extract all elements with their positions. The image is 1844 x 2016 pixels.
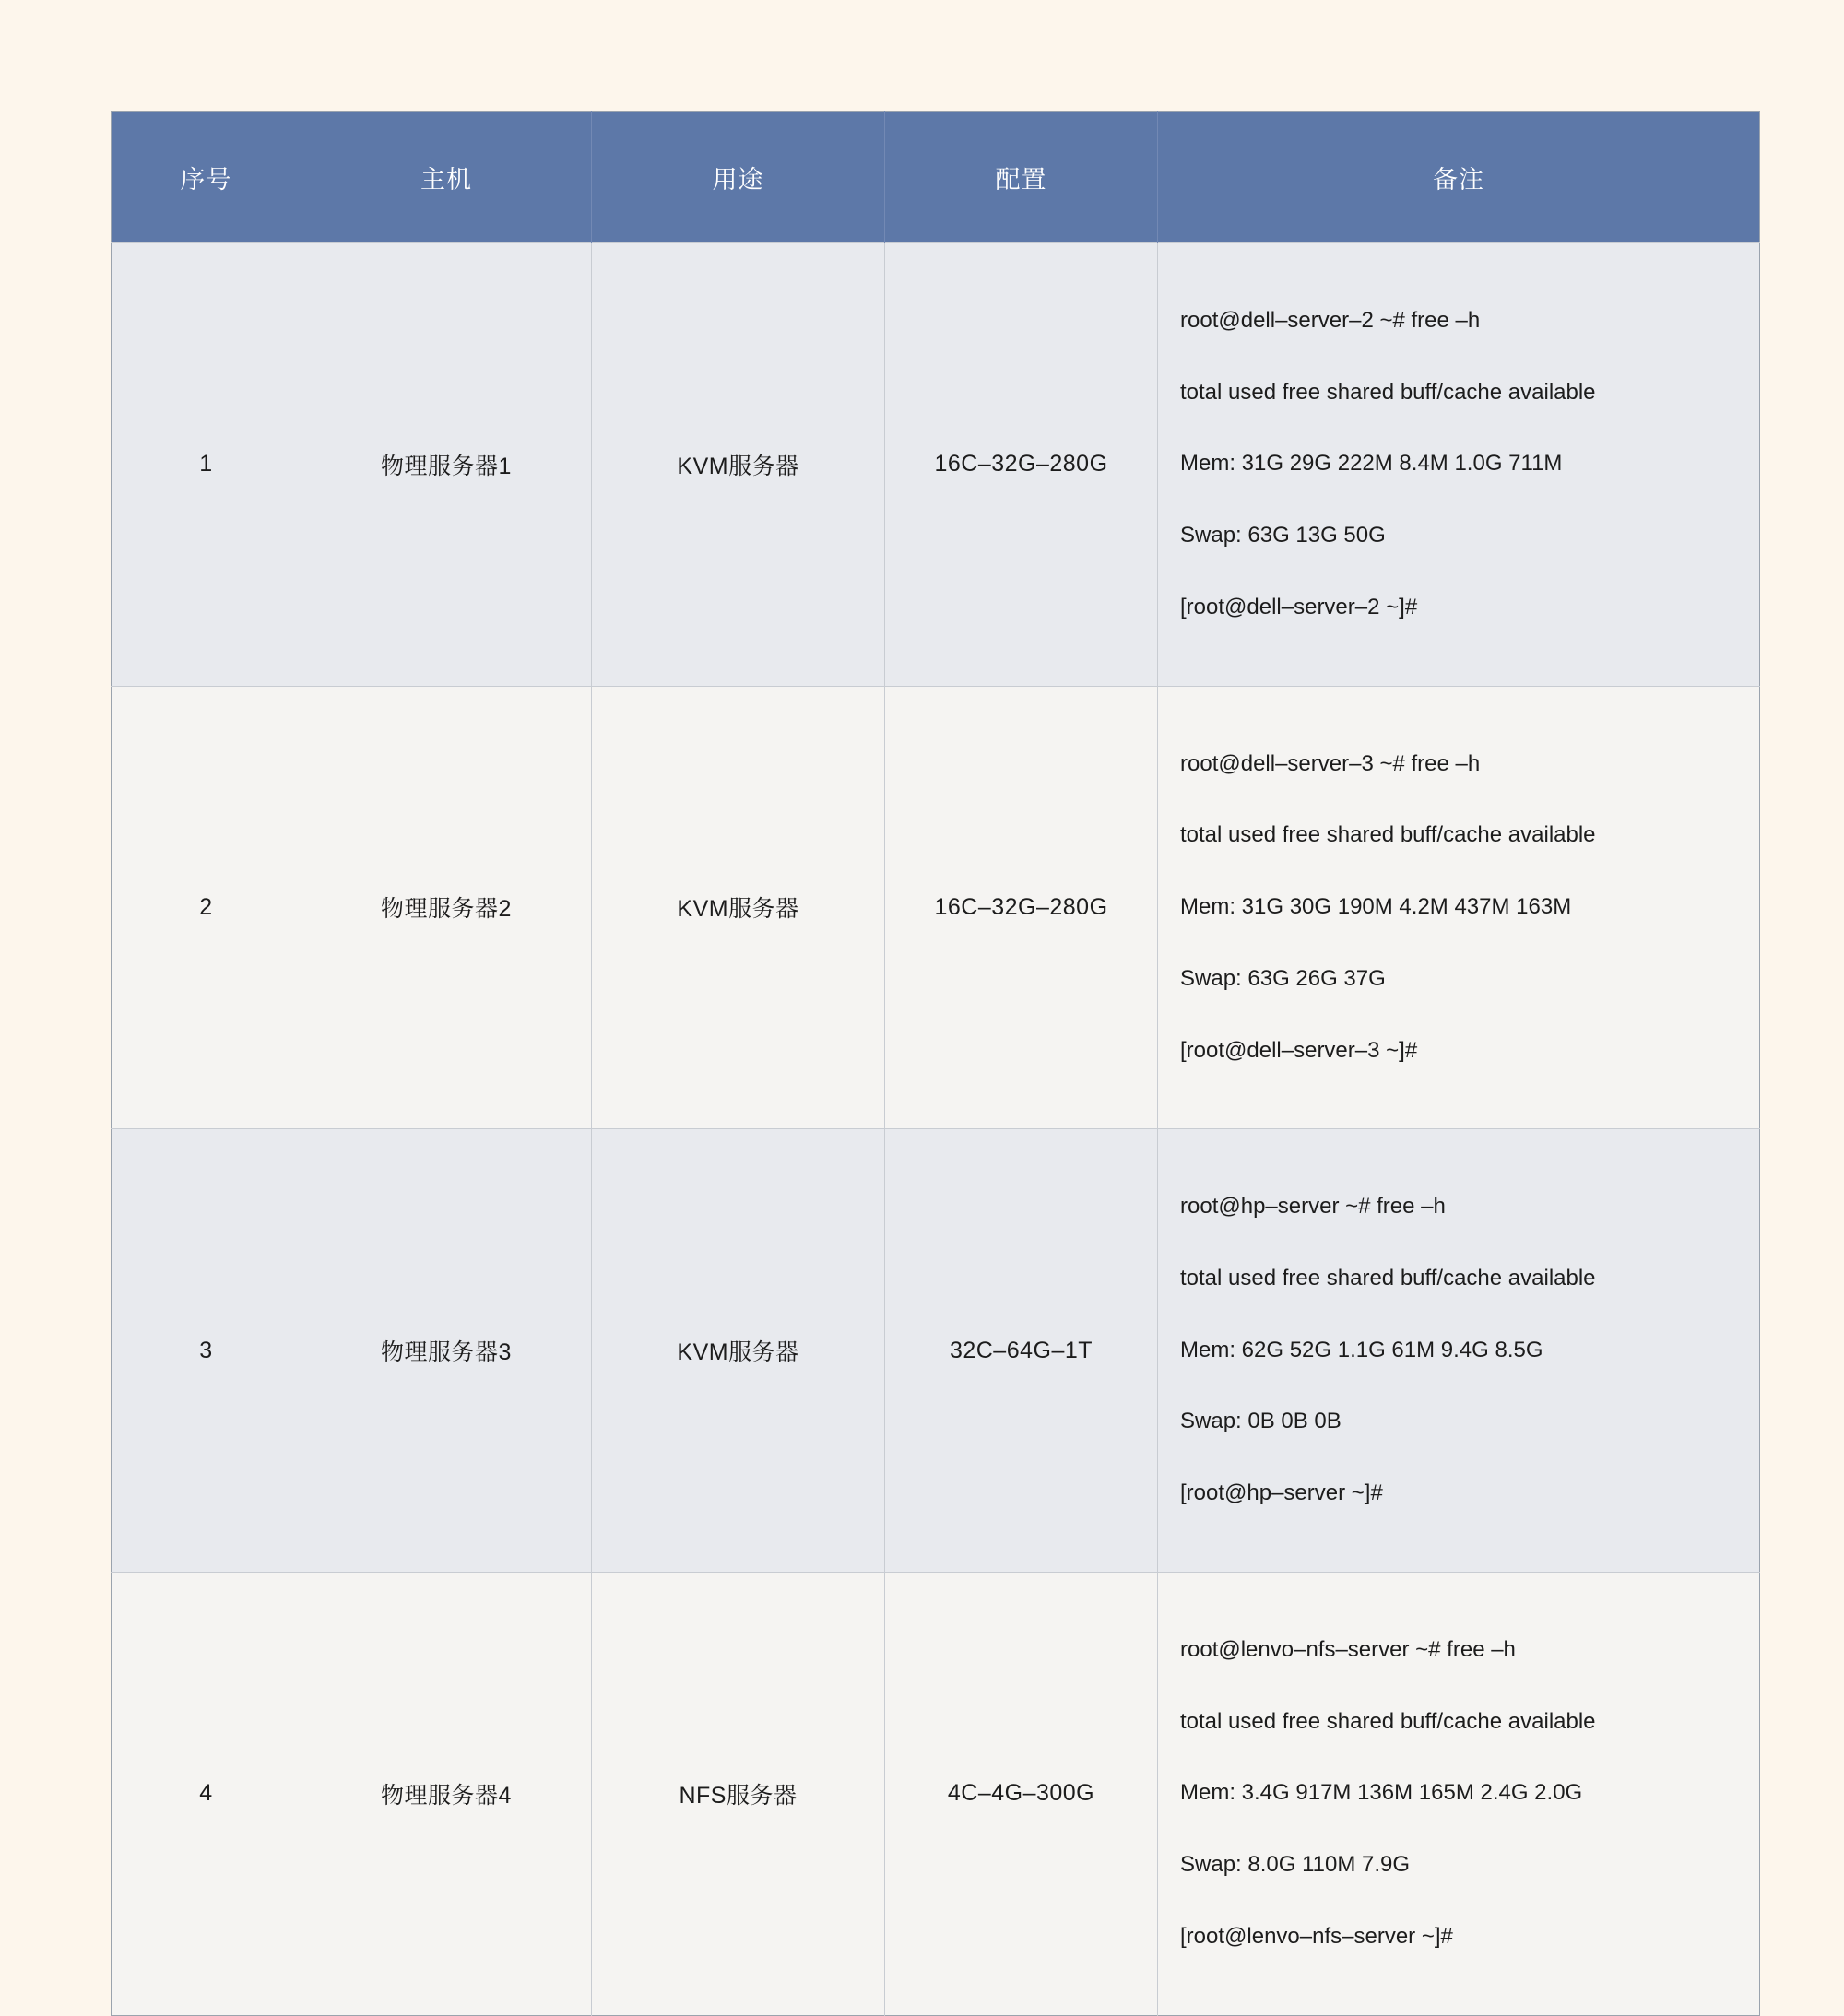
cell-host: 物理服务器4	[301, 1572, 592, 2015]
note-line: total used free shared buff/cache available	[1180, 379, 1596, 405]
server-spec-table	[111, 111, 1760, 2016]
note-line: Swap: 0B 0B 0B	[1180, 1409, 1342, 1434]
column-header-note: 备注	[1158, 112, 1760, 243]
note-line: total used free shared buff/cache available	[1180, 822, 1596, 848]
cell-index: 1	[112, 243, 301, 687]
note-line: Swap: 63G 26G 37G	[1180, 965, 1386, 991]
note-line: total used free shared buff/cache available	[1180, 1708, 1596, 1734]
table-row	[112, 686, 1760, 1129]
cell-note	[1158, 1572, 1760, 2015]
note-line: Mem: 62G 52G 1.1G 61M 9.4G 8.5G	[1180, 1337, 1543, 1362]
cell-usage: KVM服务器	[592, 243, 885, 687]
note-line: [root@lenvo–nfs–server ~]#	[1180, 1923, 1453, 1949]
note-line: root@dell–server–2 ~# free –h	[1180, 307, 1481, 333]
cell-host: 物理服务器2	[301, 686, 592, 1129]
cell-config: 16C–32G–280G	[885, 686, 1158, 1129]
note-line: total used free shared buff/cache available	[1180, 1265, 1596, 1291]
table-row	[112, 1129, 1760, 1573]
note-line: [root@dell–server–3 ~]#	[1180, 1037, 1418, 1063]
note-line: [root@dell–server–2 ~]#	[1180, 594, 1418, 619]
cell-config: 4C–4G–300G	[885, 1572, 1158, 2015]
cell-host: 物理服务器3	[301, 1129, 592, 1573]
table-row	[112, 243, 1760, 687]
cell-note	[1158, 686, 1760, 1129]
note-line: Swap: 63G 13G 50G	[1180, 523, 1386, 548]
column-header-index: 序号	[112, 112, 301, 243]
note-line: Swap: 8.0G 110M 7.9G	[1180, 1852, 1411, 1877]
cell-usage: NFS服务器	[592, 1572, 885, 2015]
table-header	[112, 112, 1760, 243]
table-row	[112, 1572, 1760, 2015]
cell-config: 32C–64G–1T	[885, 1129, 1158, 1573]
table-header-row	[112, 112, 1760, 243]
cell-usage: KVM服务器	[592, 686, 885, 1129]
server-spec-table-wrapper	[111, 111, 1759, 2016]
note-line: root@hp–server ~# free –h	[1180, 1194, 1446, 1220]
cell-note	[1158, 243, 1760, 687]
note-line: Mem: 31G 30G 190M 4.2M 437M 163M	[1180, 894, 1572, 919]
cell-index: 3	[112, 1129, 301, 1573]
cell-index: 2	[112, 686, 301, 1129]
note-line: root@dell–server–3 ~# free –h	[1180, 750, 1481, 776]
cell-config: 16C–32G–280G	[885, 243, 1158, 687]
note-line: Mem: 31G 29G 222M 8.4M 1.0G 711M	[1180, 451, 1563, 477]
cell-host: 物理服务器1	[301, 243, 592, 687]
note-line: Mem: 3.4G 917M 136M 165M 2.4G 2.0G	[1180, 1780, 1583, 1806]
cell-index: 4	[112, 1572, 301, 2015]
column-header-host: 主机	[301, 112, 592, 243]
column-header-usage: 用途	[592, 112, 885, 243]
cell-note	[1158, 1129, 1760, 1573]
cell-usage: KVM服务器	[592, 1129, 885, 1573]
note-line: root@lenvo–nfs–server ~# free –h	[1180, 1636, 1516, 1662]
note-line: [root@hp–server ~]#	[1180, 1480, 1383, 1506]
column-header-config: 配置	[885, 112, 1158, 243]
table-body	[112, 243, 1760, 2016]
